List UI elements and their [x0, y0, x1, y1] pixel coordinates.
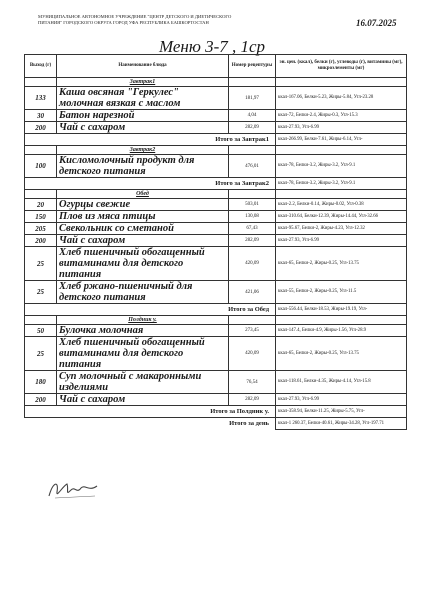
dish-nutrients: ккал-27.93, Угл-6.99	[276, 394, 407, 406]
menu-table	[24, 54, 407, 430]
dish-output: 100	[25, 155, 57, 178]
dish-output: 200	[25, 235, 57, 247]
dish-nutrients: ккал-65, Белки-2, Жиры-0.25, Угл-13.75	[276, 247, 407, 281]
section-empty-cell	[25, 78, 57, 87]
section-label: Полдник у.	[57, 316, 229, 325]
dish-recipe-number: 76,54	[229, 371, 276, 394]
dish-recipe-number: 282,09	[229, 122, 276, 134]
section-empty-cell	[25, 316, 57, 325]
dish-name: Чай с сахаром	[57, 122, 229, 134]
dish-output: 180	[25, 371, 57, 394]
dish-name: Хлеб ржано-пшеничный для детского питания	[57, 281, 229, 304]
dish-recipe-number: 273,45	[229, 325, 276, 337]
dish-output: 205	[25, 223, 57, 235]
dish-nutrients: ккал-118.61, Белки-4.35, Жиры-4.14, Угл-15.8	[276, 371, 407, 394]
menu-body	[25, 78, 407, 430]
dish-nutrients: ккал-147.4, Белки-4.9, Жиры-1.56, Угл-28.9	[276, 325, 407, 337]
dish-recipe-number: 503,01	[229, 199, 276, 211]
section-total-nutrients: ккал-266.99, Белки-7.61, Жиры-6.14, Угл-	[276, 134, 407, 146]
dish-nutrients: ккал-95.67, Белки-2, Жиры-4.23, Угл-12.32	[276, 223, 407, 235]
dish-output: 20	[25, 199, 57, 211]
section-empty-cell	[229, 146, 276, 155]
dish-nutrients: ккал-65, Белки-2, Жиры-0.25, Угл-13.75	[276, 337, 407, 371]
dish-name: Кисломолочный продукт для детского питания	[57, 155, 229, 178]
section-row	[25, 146, 407, 155]
dish-row	[25, 325, 407, 337]
section-total-nutrients: ккал-358.94, Белки-11.25, Жиры-5.75, Угл-	[276, 406, 407, 418]
dish-output: 50	[25, 325, 57, 337]
dish-recipe-number: 421,06	[229, 281, 276, 304]
section-total-row	[25, 304, 407, 316]
dish-nutrients: ккал-27.93, Угл-6.99	[276, 122, 407, 134]
menu-title: Меню 3-7 , 1ср	[158, 37, 266, 56]
section-total-nutrients: ккал-78, Белки-3.2, Жиры-3.2, Угл-9.1	[276, 178, 407, 190]
dish-row	[25, 87, 407, 110]
dish-name: Булочка молочная	[57, 325, 229, 337]
col-header-nutrients: эн. цен. (ккал), белки (г), углеводы (г), витамины (мг), микроэлементы (мг)	[276, 55, 407, 78]
dish-recipe-number: 476,01	[229, 155, 276, 178]
dish-row	[25, 247, 407, 281]
section-total-label: Итого за Завтрак2	[25, 178, 276, 190]
col-header-output: Выход (г)	[25, 55, 57, 78]
section-empty-cell	[276, 78, 407, 87]
day-total-row	[25, 418, 407, 430]
section-total-label: Итого за Обед	[25, 304, 276, 316]
dish-row	[25, 199, 407, 211]
dish-name: Батон нарезной	[57, 110, 229, 122]
section-empty-cell	[229, 78, 276, 87]
section-empty-cell	[276, 146, 407, 155]
dish-nutrients: ккал-55, Белки-2, Жиры-0.25, Угл-11.5	[276, 281, 407, 304]
dish-output: 25	[25, 337, 57, 371]
dish-output: 25	[25, 281, 57, 304]
dish-nutrients: ккал-2.2, Белки-0.14, Жиры-0.02, Угл-0.38	[276, 199, 407, 211]
dish-name: Суп молочный с макаронными изделиями	[57, 371, 229, 394]
dish-output: 25	[25, 247, 57, 281]
section-total-nutrients: ккал-556.44, Белки-18.53, Жиры-19.19, Угл-	[276, 304, 407, 316]
day-total-nutrients: ккал-1 260.37, Белки-40.61, Жиры-34.28, Угл-197.71	[276, 418, 407, 430]
dish-recipe-number: 282,09	[229, 394, 276, 406]
dish-row	[25, 110, 407, 122]
dish-recipe-number: 130,08	[229, 211, 276, 223]
col-header-recipe: Номер рецептуры	[229, 55, 276, 78]
dish-row	[25, 394, 407, 406]
section-row	[25, 190, 407, 199]
section-total-row	[25, 406, 407, 418]
dish-recipe-number: 282,09	[229, 235, 276, 247]
section-label: Завтрак2	[57, 146, 229, 155]
col-header-name: Наименование блюда	[57, 55, 229, 78]
dish-nutrients: ккал-78, Белки-3.2, Жиры-3.2, Угл-9.1	[276, 155, 407, 178]
dish-output: 150	[25, 211, 57, 223]
dish-row	[25, 337, 407, 371]
dish-recipe-number: 420,09	[229, 337, 276, 371]
dish-output: 200	[25, 394, 57, 406]
dish-output: 30	[25, 110, 57, 122]
table-header-row	[25, 55, 407, 78]
dish-name: Чай с сахаром	[57, 394, 229, 406]
dish-name: Хлеб пшеничный обогащенный витаминами для детского питания	[57, 337, 229, 371]
dish-row	[25, 235, 407, 247]
dish-recipe-number: 67,43	[229, 223, 276, 235]
dish-output: 133	[25, 87, 57, 110]
section-empty-cell	[229, 190, 276, 199]
dish-row	[25, 371, 407, 394]
dish-row	[25, 223, 407, 235]
section-empty-cell	[25, 190, 57, 199]
dish-name: Каша овсяная "Геркулес" молочная вязкая с маслом	[57, 87, 229, 110]
menu-date: 16.07.2025	[356, 18, 397, 28]
section-label: Обед	[57, 190, 229, 199]
dish-output: 200	[25, 122, 57, 134]
section-empty-cell	[276, 190, 407, 199]
dish-name: Огурцы свежие	[57, 199, 229, 211]
dish-recipe-number: 4,04	[229, 110, 276, 122]
signature	[45, 476, 105, 502]
section-row	[25, 78, 407, 87]
day-total-label: Итого за день	[229, 420, 269, 428]
section-total-label: Итого за Завтрак1	[25, 134, 276, 146]
dish-nutrients: ккал-72, Белки-2.4, Жиры-0.3, Угл-15.3	[276, 110, 407, 122]
dish-row	[25, 155, 407, 178]
dish-nutrients: ккал-27.93, Угл-6.99	[276, 235, 407, 247]
section-total-label: Итого за Полдник у.	[25, 406, 276, 418]
dish-name: Свекольник со сметаной	[57, 223, 229, 235]
section-total-row	[25, 178, 407, 190]
section-empty-cell	[229, 316, 276, 325]
section-label: Завтрак1	[57, 78, 229, 87]
section-total-row	[25, 134, 407, 146]
dish-row	[25, 281, 407, 304]
dish-row	[25, 122, 407, 134]
section-empty-cell	[25, 146, 57, 155]
dish-nutrients: ккал-167.06, Белки-5.23, Жиры-5.84, Угл-23.28	[276, 87, 407, 110]
dish-nutrients: ккал-310.64, Белки-12.39, Жиры-14.44, Угл-32.66	[276, 211, 407, 223]
organization-header: МУНИЦИПАЛЬНОЕ АВТОНОМНОЕ УЧРЕЖДЕНИЕ "ЦЕНТР ДЕТСКОГО И ДИЕТИЧЕСКОГО ПИТАНИЯ" ГОРОДСКОГО ОКРУГА ГОРОД УФА РЕСПУБЛИКА БАШКОРТОСТАН	[38, 14, 232, 25]
dish-recipe-number: 181,97	[229, 87, 276, 110]
section-row	[25, 316, 407, 325]
dish-name: Чай с сахаром	[57, 235, 229, 247]
dish-recipe-number: 420,09	[229, 247, 276, 281]
dish-name: Плов из мяса птицы	[57, 211, 229, 223]
dish-name: Хлеб пшеничный обогащенный витаминами для детского питания	[57, 247, 229, 281]
section-empty-cell	[276, 316, 407, 325]
dish-row	[25, 211, 407, 223]
